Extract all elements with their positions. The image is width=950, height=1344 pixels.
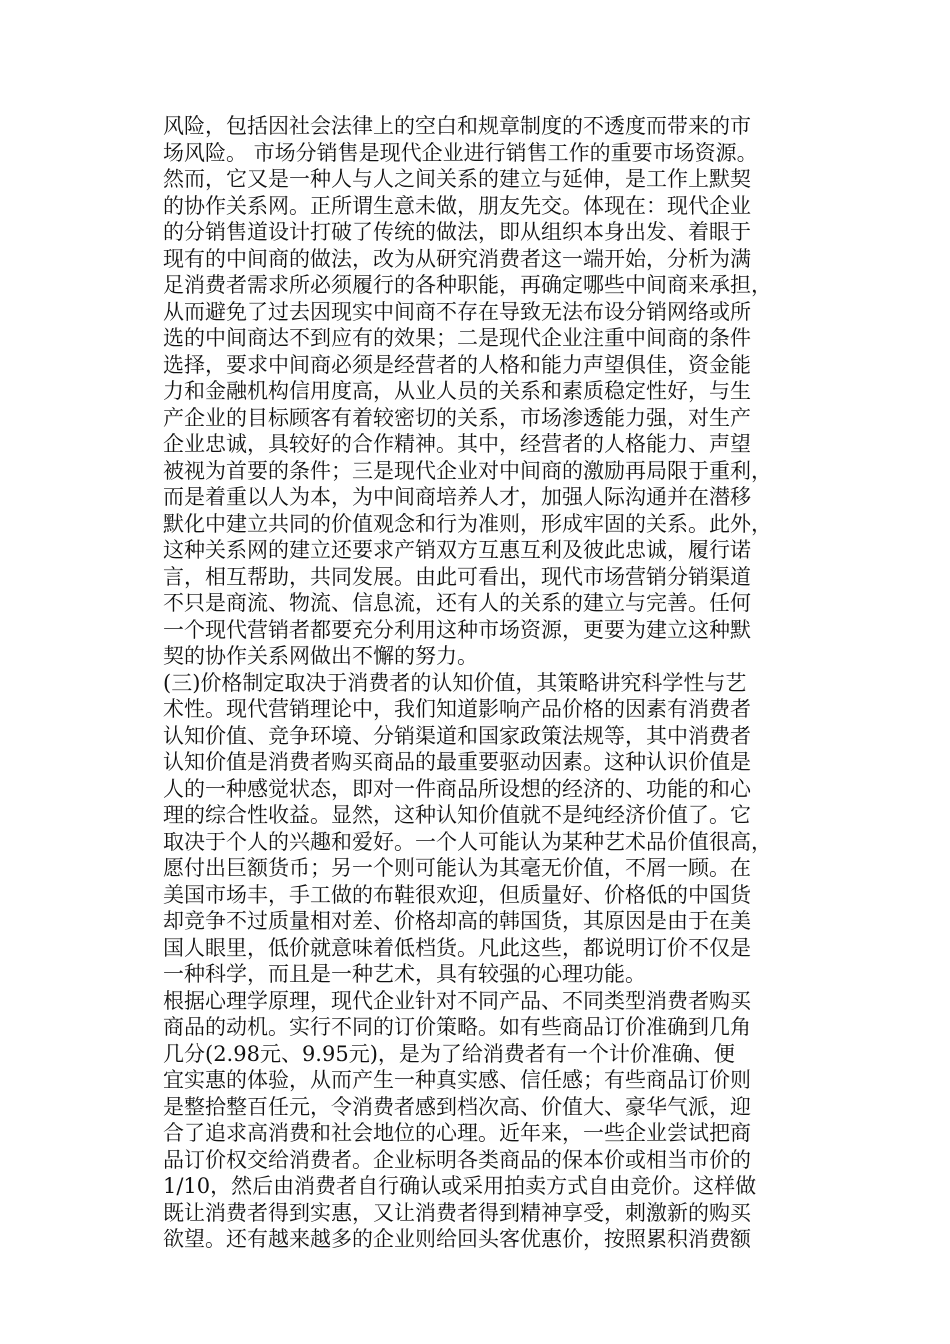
- text-line: 愿付出巨额货币；另一个则可能认为其毫无价值，不屑一顾。在: [163, 856, 751, 880]
- text-line: 力和金融机构信用度高，从业人员的关系和素质稳定性好，与生: [163, 379, 751, 403]
- text-line: 取决于个人的兴趣和爱好。一个人可能认为某种艺术品价值很高，: [163, 829, 772, 854]
- text-line: 认知价值是消费者购买商品的最重要驱动因素。这种认识价值是: [163, 750, 751, 774]
- text-line: 理的综合性收益。显然，这种认知价值就不是纯经济价值了。它: [163, 803, 751, 827]
- text-line: 选择，要求中间商必须是经营者的人格和能力声望俱佳，资金能: [163, 352, 751, 377]
- text-line: 一个现代营销者都要充分利用这种市场资源，更要为建立这种默: [163, 617, 751, 642]
- text-line: 契的协作关系网做出不懈的努力。: [163, 644, 478, 668]
- text-line: 的分销售道设计打破了传统的做法，即从组织本身出发、着眼于: [163, 220, 751, 244]
- text-line: 选的中间商达不到应有的效果；二是现代企业注重中间商的条件: [163, 326, 751, 350]
- document-page: [163, 113, 793, 1253]
- text-line: 合了追求高消费和社会地位的心理。近年来，一些企业尝试把商: [163, 1121, 751, 1145]
- text-line: 欲望。还有越来越多的企业则给回头客优惠价，按照累积消费额: [163, 1227, 751, 1251]
- text-line: 的协作关系网。正所谓生意未做，朋友先交。体现在：现代企业: [163, 193, 751, 218]
- text-line: 人的一种感觉状态，即对一件商品所设想的经济的、功能的和心: [163, 776, 751, 801]
- text-line: 根据心理学原理，现代企业针对不同产品、不同类型消费者购买: [163, 988, 751, 1013]
- text-line: 企业忠诚，具较好的合作精神。其中，经营者的人格能力、声望: [163, 432, 751, 456]
- text-line: 认知价值、竞争环境、分销渠道和国家政策法规等，其中消费者: [163, 723, 751, 748]
- text-line: 不只是商流、物流、信息流，还有人的关系的建立与完善。任何: [163, 591, 751, 615]
- text-line: 而是着重以人为本，为中间商培养人才，加强人际沟通并在潜移: [163, 485, 751, 509]
- text-line: 风险，包括因社会法律上的空白和规章制度的不透度而带来的市: [163, 114, 751, 138]
- text-line: 然而，它又是一种人与人之间关系的建立与延伸，是工作上默契: [163, 167, 751, 191]
- text-line: 言，相互帮助，共同发展。由此可看出，现代市场营销分销渠道: [163, 564, 751, 589]
- text-line: 几分(2.98元、9.95元)，是为了给消费者有一个计价准确、便: [163, 1041, 735, 1066]
- text-line: 国人眼里，低价就意味着低档货。凡此这些，都说明订价不仅是: [163, 935, 751, 960]
- text-line: 既让消费者得到实惠，又让消费者得到精神享受，刺激新的购买: [163, 1200, 751, 1225]
- text-line: 美国市场丰，手工做的布鞋很欢迎，但质量好、价格低的中国货: [163, 882, 751, 907]
- text-line: 默化中建立共同的价值观念和行为准则，形成牢固的关系。此外，: [163, 511, 772, 536]
- text-line: 品订价权交给消费者。企业标明各类商品的保本价或相当市价的: [163, 1147, 751, 1172]
- text-line: 1/10，然后由消费者自行确认或采用拍卖方式自由竞价。这样做: [163, 1174, 757, 1198]
- text-line: 从而避免了过去因现实中间商不存在导致无法布设分销网络或所: [163, 299, 751, 324]
- section-heading-line: (三)价格制定取决于消费者的认知价值，其策略讲究科学性与艺: [163, 670, 747, 695]
- text-line: 宜实惠的体验，从而产生一种真实感、信任感；有些商品订价则: [163, 1068, 751, 1092]
- text-line: 术性。现代营销理论中，我们知道影响产品价格的因素有消费者: [163, 697, 751, 721]
- text-line: 却竞争不过质量相对差、价格却高的韩国货，其原因是由于在美: [163, 909, 751, 933]
- text-line: 这种关系网的建立还要求产销双方互惠互利及彼此忠诚，履行诺: [163, 538, 751, 562]
- text-line: 一种科学，而且是一种艺术，具有较强的心理功能。: [163, 962, 646, 986]
- text-line: 被视为首要的条件；三是现代企业对中间商的激励再局限于重利，: [163, 458, 772, 483]
- text-line: 是整拾整百任元，令消费者感到档次高、价值大、豪华气派，迎: [163, 1094, 751, 1119]
- text-line: 足消费者需求所必须履行的各种职能，再确定哪些中间商来承担，: [163, 273, 772, 297]
- text-line: 商品的动机。实行不同的订价策略。如有些商品订价准确到几角: [163, 1015, 751, 1039]
- text-line: 场风险。 市场分销售是现代企业进行销售工作的重要市场资源。: [163, 140, 758, 165]
- text-line: 现有的中间商的做法，改为从研究消费者这一端开始，分析为满: [163, 246, 751, 271]
- text-line: 产企业的目标顾客有着较密切的关系，市场渗透能力强，对生产: [163, 405, 751, 430]
